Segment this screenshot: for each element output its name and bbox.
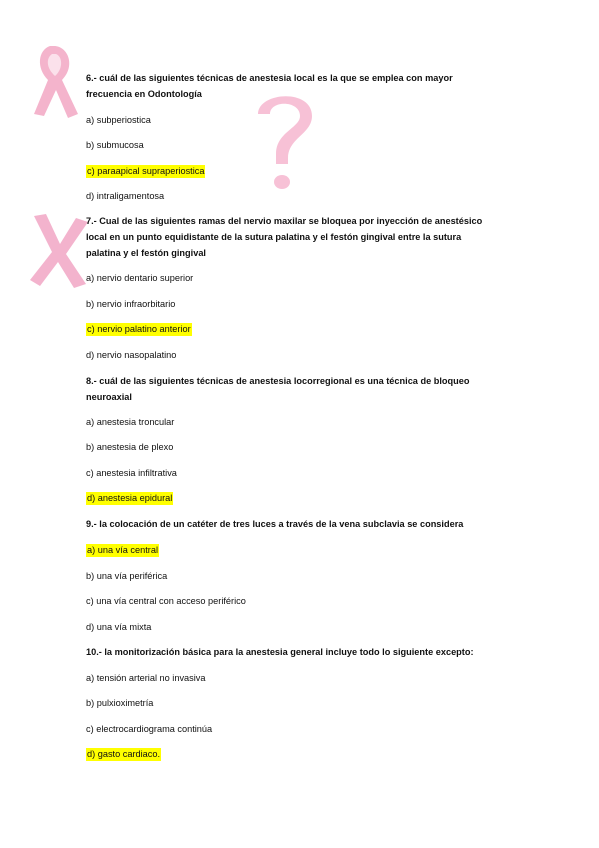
question-9-option-d: d) una vía mixta: [86, 622, 152, 632]
question-8-line-2: neuroaxial: [86, 392, 132, 402]
question-7-option-b: b) nervio infraorbitario: [86, 299, 176, 309]
pink-ribbon-icon: [28, 40, 88, 120]
question-10-line-1: 10.- la monitorización básica para la anestesia general incluye todo lo siguiente excepto:: [86, 647, 474, 657]
question-8-option-c: c) anestesia infiltrativa: [86, 468, 177, 478]
question-7-option-c-highlighted: c) nervio palatino anterior: [87, 324, 191, 334]
question-6-option-c-highlighted: c) paraapical supraperiostica: [87, 166, 205, 176]
question-8-option-a: a) anestesia troncular: [86, 417, 175, 427]
question-8-line-1: 8.- cuál de las siguientes técnicas de anestesia locorregional es una técnica de bloqueo: [86, 376, 470, 386]
question-10-option-b: b) pulxioximetría: [86, 698, 154, 708]
question-8-option-b: b) anestesia de plexo: [86, 442, 174, 452]
question-7-line-1: 7.- Cual de las siguientes ramas del nervio maxilar se bloquea por inyección de anestésico: [86, 216, 483, 226]
x-mark-icon: [26, 210, 92, 290]
question-9-option-c: c) una vía central con acceso periférico: [86, 596, 246, 606]
question-mark-icon: [250, 88, 320, 198]
question-7-line-3: palatina y el festón gingival: [86, 248, 206, 258]
question-6-option-b: b) submucosa: [86, 140, 144, 150]
question-6-line-2: frecuencia en Odontología: [86, 89, 202, 99]
question-10-option-c: c) electrocardiograma continúa: [86, 724, 213, 734]
question-10-option-a: a) tensión arterial no invasiva: [86, 673, 206, 683]
question-7-option-d: d) nervio nasopalatino: [86, 350, 177, 360]
question-7-option-a: a) nervio dentario superior: [86, 273, 194, 283]
question-8-option-d-highlighted: d) anestesia epidural: [87, 493, 173, 503]
question-9-line-1: 9.- la colocación de un catéter de tres luces a través de la vena subclavia se considera: [86, 519, 464, 529]
question-9-option-a-highlighted: a) una vía central: [87, 545, 158, 555]
question-6-option-d: d) intraligamentosa: [86, 191, 165, 201]
question-10-option-d-highlighted: d) gasto cardiaco.: [87, 749, 161, 759]
question-9-option-b: b) una vía periférica: [86, 571, 168, 581]
question-6-line-1: 6.- cuál de las siguientes técnicas de anestesia local es la que se emplea con mayor: [86, 73, 453, 83]
question-6-option-a: a) subperiostica: [86, 115, 151, 125]
question-7-line-2: local en un punto equidistante de la sutura palatina y el festón gingival entre la sutura: [86, 232, 462, 242]
